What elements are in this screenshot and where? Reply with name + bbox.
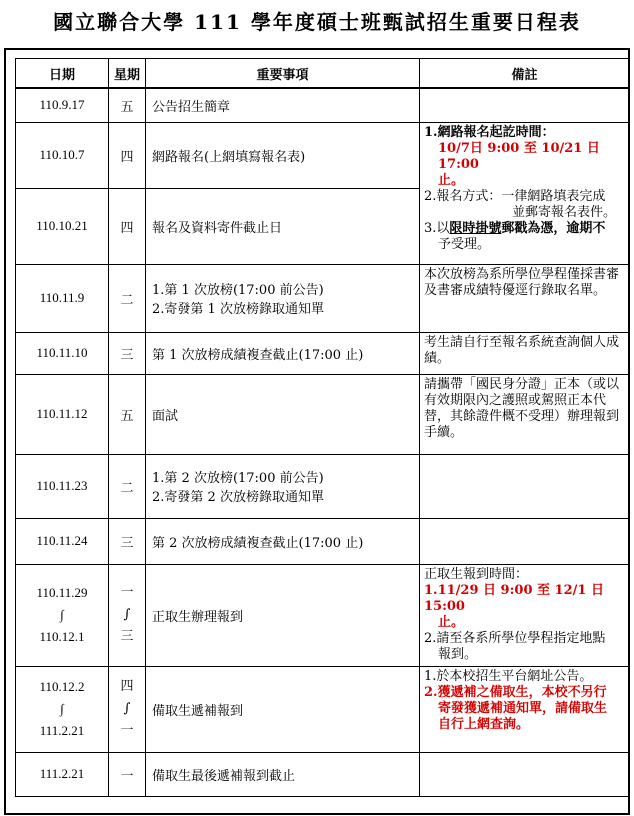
day-cell: 四 <box>109 188 146 264</box>
item-line: 1.第 2 次放榜(17:00 前公告) <box>152 471 324 486</box>
day-cell: 二 <box>109 454 146 518</box>
date-range <box>16 676 108 742</box>
date-cell: 110.11.24 <box>16 518 109 564</box>
day-start: 一 <box>120 585 134 600</box>
day-range <box>109 582 145 648</box>
note-line: 報到。 <box>438 646 478 662</box>
item-cell: 報名及資料寄件截止日 <box>146 188 420 264</box>
note-line-red: 寄發獲遞補通知單，請備取生 <box>438 700 608 716</box>
note-line <box>424 221 625 237</box>
date-range <box>16 582 108 648</box>
header-note: 備註 <box>420 59 630 89</box>
note-line: 並郵寄報名表件。 <box>512 204 617 220</box>
item-cell: 正取生辦理報到 <box>146 564 420 666</box>
note-line-red: 10/7日 9:00 至 10/21 日 17:00 <box>438 140 600 172</box>
note-line: 正取生報到時間： <box>424 566 529 582</box>
item-cell: 第 2 次放榜成績複查截止(17:00 止) <box>146 518 420 564</box>
note-line: 1.於本校招生平台網址公告。 <box>424 668 593 684</box>
table-row <box>16 564 630 666</box>
note-line-red: 1.11/29 日 9:00 至 12/1 日 15:00 <box>424 582 604 614</box>
note-line: 2.請至各系所學位學程指定地點 <box>424 630 606 646</box>
day-cell <box>109 666 146 752</box>
day-cell: 二 <box>109 264 146 332</box>
waitlist-note <box>420 666 630 752</box>
range-integral: ∫ <box>123 701 131 716</box>
range-integral: ∫ <box>60 701 64 716</box>
date-start: 110.12.2 <box>39 679 85 694</box>
day-cell: 三 <box>109 518 146 564</box>
date-cell: 110.11.9 <box>16 264 109 332</box>
date-cell <box>16 666 109 752</box>
day-end: 一 <box>120 723 134 738</box>
range-integral: ∫ <box>60 607 64 622</box>
table-row <box>16 454 630 518</box>
note-cell: 本次放榜為系所學位學程僅採書審及書審成績特優逕行錄取名單。 <box>420 264 630 332</box>
note-cell <box>420 454 630 518</box>
item-cell: 公告招生簡章 <box>146 88 420 122</box>
item-line: 2.寄發第 1 次放榜錄取通知單 <box>152 302 324 317</box>
page-title: 國立聯合大學 111 學年度碩士班甄試招生重要日程表 <box>53 10 581 34</box>
table-row <box>16 374 630 454</box>
day-range <box>109 676 145 742</box>
item-cell: 備取生遞補報到 <box>146 666 420 752</box>
day-cell: 四 <box>109 122 146 188</box>
header-date: 日期 <box>16 59 109 89</box>
item-line: 1.第 1 次放榜(17:00 前公告) <box>152 283 324 298</box>
date-cell <box>16 564 109 666</box>
date-cell: 111.2.21 <box>16 752 109 796</box>
note-cell: 考生請自行至報名系統查詢個人成績。 <box>420 332 630 374</box>
note-line-red: 2.獲遞補之備取生，本校不另行 <box>424 684 607 700</box>
registration-note <box>420 122 630 264</box>
table-row <box>16 752 630 796</box>
date-start: 110.11.29 <box>36 585 88 600</box>
date-end: 110.12.1 <box>39 629 85 644</box>
note-cell <box>420 88 630 122</box>
note-cell: 請攜帶「國民身分證」正本（或以有效期限內之護照或駕照正本代替，其餘證件概不受理）辦理報到手續。 <box>420 374 630 454</box>
item-line: 2.寄發第 2 次放榜錄取通知單 <box>152 490 324 505</box>
day-cell: 五 <box>109 88 146 122</box>
note-underline: 限時掛號 <box>449 220 502 236</box>
admission-note <box>420 564 630 666</box>
item-cell: 網路報名(上網填寫報名表) <box>146 122 420 188</box>
date-cell: 110.10.7 <box>16 122 109 188</box>
day-cell: 三 <box>109 332 146 374</box>
note-line: 1.網路報名起訖時間： <box>424 124 555 140</box>
item-cell <box>146 454 420 518</box>
item-cell <box>146 264 420 332</box>
table-row <box>16 122 630 188</box>
note-cell <box>420 752 630 796</box>
day-end: 三 <box>120 629 134 644</box>
day-cell: 五 <box>109 374 146 454</box>
header-row <box>16 59 630 89</box>
date-cell: 110.9.17 <box>16 88 109 122</box>
note-line: 2.報名方式：一律網路填表完成 <box>424 188 606 204</box>
table-row <box>16 518 630 564</box>
header-item: 重要事項 <box>146 59 420 89</box>
date-cell: 110.11.23 <box>16 454 109 518</box>
date-end: 111.2.21 <box>39 723 85 738</box>
day-cell <box>109 564 146 666</box>
range-integral: ∫ <box>123 607 131 622</box>
header-day: 星期 <box>109 59 146 89</box>
note-line-red: 止。 <box>438 614 465 630</box>
item-cell: 備取生最後遞補報到截止 <box>146 752 420 796</box>
table-row <box>16 264 630 332</box>
note-line: 予受理。 <box>438 236 491 252</box>
note-text: 3.以 <box>424 220 450 236</box>
day-start: 四 <box>120 679 134 694</box>
note-text-bold: 郵戳為憑，逾期不 <box>501 220 606 236</box>
table-row <box>16 666 630 752</box>
date-cell: 110.11.12 <box>16 374 109 454</box>
note-cell <box>420 518 630 564</box>
table-row <box>16 332 630 374</box>
note-line-red: 自行上網查詢。 <box>438 716 530 732</box>
item-cell: 第 1 次放榜成績複查截止(17:00 止) <box>146 332 420 374</box>
note-line-red: 止。 <box>438 172 465 188</box>
date-cell: 110.10.21 <box>16 188 109 264</box>
table-row <box>16 88 630 122</box>
day-cell: 一 <box>109 752 146 796</box>
item-cell: 面試 <box>146 374 420 454</box>
schedule-table <box>15 58 630 797</box>
date-cell: 110.11.10 <box>16 332 109 374</box>
